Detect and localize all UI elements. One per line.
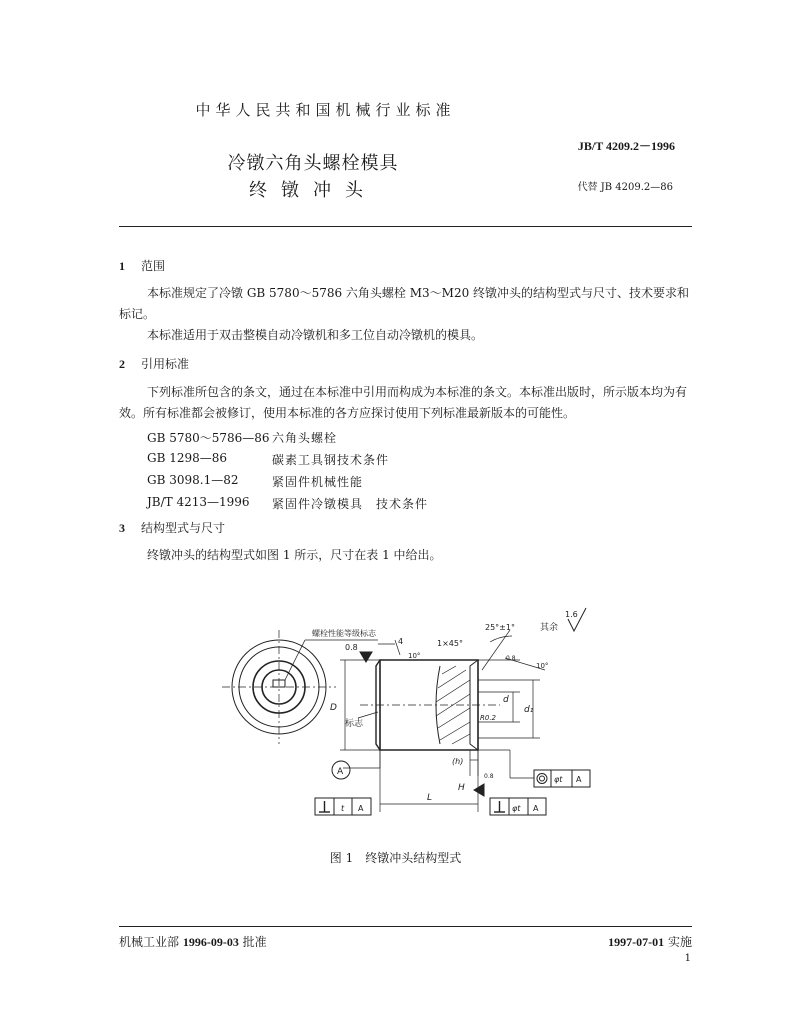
tolerance-datum: A <box>358 804 364 813</box>
scope-paragraph-1: 本标准规定了冷镦 GB 5780～5786 六角头螺栓 M3～M20 终镦冲头的结构型式与尺寸、技术要求和标记。 <box>119 286 690 321</box>
reference-code: GB 3098.1—82 <box>147 473 239 487</box>
implementation-date: 1997-07-01 <box>608 935 665 949</box>
section-heading-scope <box>119 257 165 274</box>
coaxiality-datum: A <box>576 775 582 784</box>
reference-name: 紧固件冷镦模具 技术条件 <box>272 497 429 511</box>
roughness-rest-value: 1.6 <box>565 610 578 619</box>
tolerance-value-right: φt <box>512 804 521 813</box>
chamfer-label: 1×45° <box>437 639 463 648</box>
approval-date: 1996-09-03 <box>182 935 239 949</box>
mark-label: 标志 <box>345 719 364 729</box>
tolerance-value: t <box>341 804 345 813</box>
section-heading-structure <box>119 519 225 536</box>
dim-H-label: H <box>458 783 465 793</box>
issuing-body: 中华人民共和国机械行业标准 <box>195 101 456 119</box>
tolerance-datum-right: A <box>533 804 539 813</box>
approval-word: 批准 <box>242 935 267 949</box>
replaces-note: 代替 JB 4209.2—86 <box>577 182 673 193</box>
approval-line <box>119 933 267 950</box>
section-title: 结构型式与尺寸 <box>141 521 226 535</box>
figure-caption: 图 1 终镦冲头结构型式 <box>329 851 462 865</box>
reference-code: GB 1298—86 <box>147 451 228 465</box>
section-heading-references <box>119 355 189 372</box>
dim-d1-label: d₁ <box>524 705 534 715</box>
structure-paragraph: 终镦冲头的结构型式如图 1 所示，尺寸在表 1 中给出。 <box>147 548 442 562</box>
section-number: 3 <box>119 521 125 535</box>
dim-L-label: L <box>427 793 433 803</box>
page-number: 1 <box>684 953 691 964</box>
roughness-end-value: 0.8 <box>484 773 494 780</box>
dim-d-label: d <box>503 695 509 705</box>
dim-4-label: 4 <box>398 637 404 646</box>
roughness-face-value: 0.8 <box>506 655 516 662</box>
reference-code: GB 5780～5786—86 <box>147 431 270 445</box>
grade-mark-label: 螺栓性能等级标志 <box>312 629 376 638</box>
reference-code: JB/T 4213—1996 <box>147 495 250 509</box>
implementation-word: 实施 <box>667 935 692 949</box>
section-title: 引用标准 <box>141 357 190 371</box>
scope-paragraph-2: 本标准适用于双击整模自动冷镦机和多工位自动冷镦机的模具。 <box>147 328 484 342</box>
section-number: 2 <box>119 357 125 371</box>
section-number: 1 <box>119 259 125 273</box>
implementation-line <box>608 933 692 950</box>
angle-arc <box>490 636 512 642</box>
references-intro: 下列标准所包含的条文，通过在本标准中引用而构成为本标准的条文。本标准出版时，所示版本均为有效。所有标准都会被修订，使用本标准的各方应探讨使用下列标准最新版本的可能性。 <box>119 385 688 420</box>
angle-ext <box>482 630 510 670</box>
roughness-end-icon <box>474 784 484 796</box>
angle-10-top-label: 10° <box>408 652 421 660</box>
issuer: 机械工业部 <box>119 935 180 949</box>
document-subtitle: 终镦冲头 <box>249 180 377 201</box>
footer-divider <box>119 926 692 927</box>
reference-name: 六角头螺栓 <box>272 431 338 445</box>
document-title: 冷镦六角头螺栓模具 <box>227 153 399 174</box>
mark-leader <box>358 712 378 718</box>
reference-name: 碳素工具钢技术条件 <box>272 453 390 467</box>
coaxiality-value: φt <box>554 775 563 784</box>
dim-D-label: D <box>330 703 337 713</box>
reference-name: 紧固件机械性能 <box>272 475 364 489</box>
punch-drawing <box>0 600 791 840</box>
roughness-top-icon <box>360 652 372 662</box>
rest-label: 其余 <box>540 623 559 633</box>
section-title: 范围 <box>141 259 166 273</box>
radius-label: R0.2 <box>480 714 496 722</box>
standard-code: JB/T 4209.2－1996 <box>577 139 675 153</box>
angle-10-right-label: 10° <box>536 662 549 670</box>
dim-h-label: (h) <box>452 757 464 766</box>
header-divider <box>119 226 692 227</box>
roughness-top-value: 0.8 <box>345 643 358 652</box>
datum-letter: A <box>337 767 344 777</box>
angle-label: 25°±1° <box>485 623 515 632</box>
